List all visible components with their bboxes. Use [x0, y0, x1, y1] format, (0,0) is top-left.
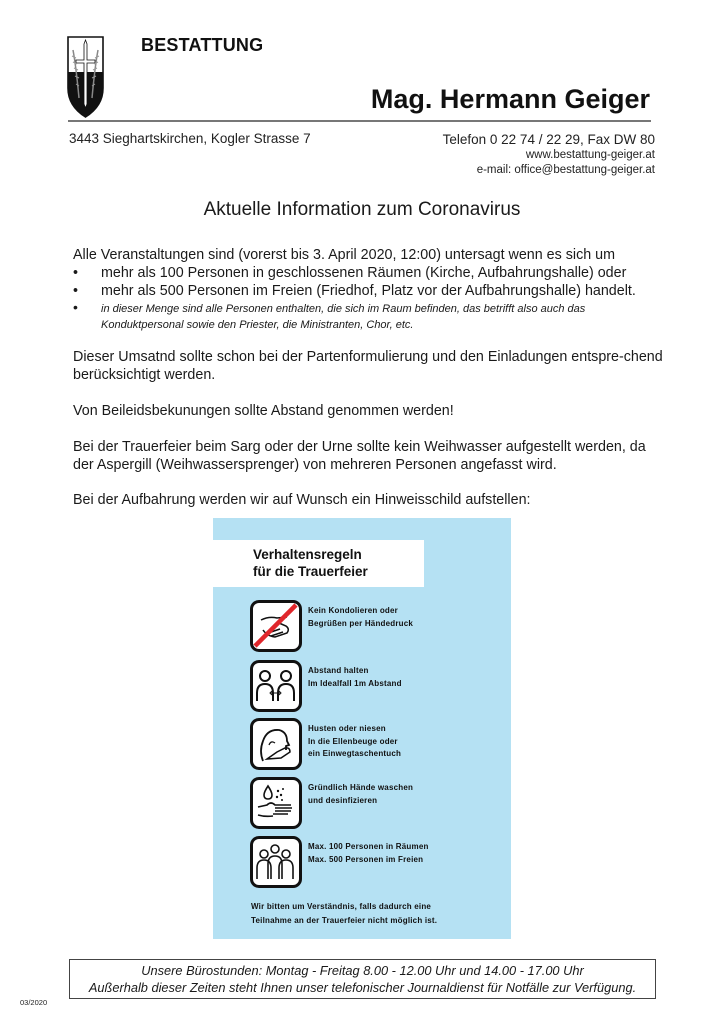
cough-into-elbow-icon	[250, 718, 302, 770]
distance-people-icon	[250, 660, 302, 712]
rules-poster	[213, 518, 511, 939]
bullet-icon: •	[73, 299, 78, 315]
list-item: • mehr als 100 Personen in geschlossenen Räumen (Kirche, Aufbahrungshalle) oder	[73, 265, 627, 281]
office-hours: Unsere Bürostunden: Montag - Freitag 8.00 - 12.00 Uhr und 14.00 - 17.00 Uhr	[141, 963, 584, 978]
document-title: Aktuelle Information zum Coronavirus	[203, 199, 521, 220]
list-item-note: • in dieser Menge sind alle Personen enthalten, die sich im Raum befinden, das betrifft also auch das Konduktpersonal sowie den Priester, die Ministranten, Chor, etc.	[73, 299, 586, 331]
brand-small-title: BESTATTUNG	[141, 35, 264, 55]
rule-row: Gründlich Hände waschen und desinfizieren	[250, 777, 505, 829]
poster-footer-note: Wir bitten um Verständnis, falls dadurch eine Teilnahme an der Trauerfeier nicht möglich ist.	[251, 902, 438, 925]
phone-fax: Telefon 0 22 74 / 22 29, Fax DW 80	[442, 132, 655, 147]
document-date-code: 03/2020	[20, 998, 48, 1007]
shield-cross-icon	[67, 36, 104, 118]
paragraph-holy-water: Bei der Trauerfeier beim Sarg oder der Urne sollte kein Weihwasser aufgestellt werden, da der Aspergill (Weihwassersprenger) von mehreren Personen angefasst wird.	[73, 439, 646, 473]
rule-row: Max. 100 Personen in Räumen Max. 500 Personen im Freien	[250, 836, 505, 888]
office-hours-box	[69, 959, 656, 999]
header-divider	[68, 120, 651, 122]
list-item: • mehr als 500 Personen im Freien (Friedhof, Platz vor der Aufbahrungshalle) handelt.	[73, 283, 636, 299]
restriction-list	[73, 264, 663, 333]
rule-row: Kein Kondolieren oder Begrüßen per Händedruck	[250, 600, 505, 652]
group-people-icon	[250, 836, 302, 888]
hand-washing-icon	[250, 777, 302, 829]
email-link[interactable]: e-mail: office@bestattung-geiger.at	[476, 164, 655, 176]
paragraph-sign: Bei der Aufbahrung werden wir auf Wunsch ein Hinweisschild aufstellen:	[73, 492, 531, 508]
rule-row: Abstand halten Im Idealfall 1m Abstand	[250, 660, 505, 712]
paragraph-invitations: Dieser Umsatnd sollte schon bei der Partenformulierung und den Einladungen entspre-chend berücksichtigt werden.	[73, 349, 663, 383]
paragraph-condolences: Von Beileidsbekunungen sollte Abstand genommen werden!	[73, 403, 454, 419]
intro-paragraph: Alle Veranstaltungen sind (vorerst bis 3. April 2020, 12:00) untersagt wenn es sich um	[73, 247, 615, 263]
address: 3443 Sieghartskirchen, Kogler Strasse 7	[69, 131, 311, 146]
bullet-icon: •	[73, 265, 79, 281]
no-handshake-icon	[250, 600, 302, 652]
contact-block	[443, 132, 655, 178]
bullet-icon: •	[73, 283, 79, 299]
rule-row: Husten oder niesen In die Ellenbeuge oder ein Einwegtaschentuch	[250, 718, 505, 770]
poster-title: Verhaltensregeln für die Trauerfeier	[213, 540, 424, 587]
emergency-service-note: Außerhalb dieser Zeiten steht Ihnen unser telefonischer Journaldienst für Notfälle zur Verfügung.	[88, 980, 637, 995]
website-link[interactable]: www.bestattung-geiger.at	[525, 149, 655, 161]
brand-name: Mag. Hermann Geiger	[370, 84, 650, 114]
